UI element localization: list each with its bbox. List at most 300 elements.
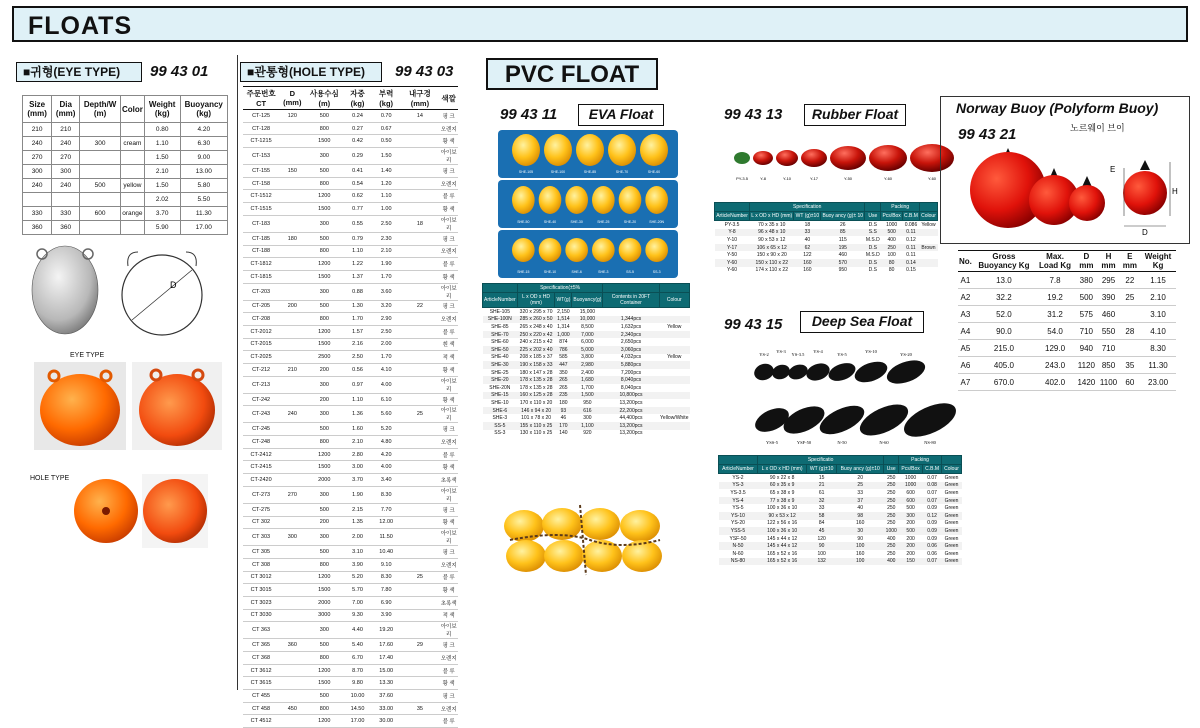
table-cell: 215.0 <box>973 340 1035 357</box>
table-cell: 710 <box>1098 340 1120 357</box>
table-cell: 0.11 <box>902 244 919 252</box>
table-cell: 300 <box>899 512 923 520</box>
table-cell <box>279 546 305 559</box>
table-cell: D.S <box>868 267 877 274</box>
table-cell: 0.79 <box>343 232 372 245</box>
table-cell: 235 <box>555 392 572 400</box>
table-cell: 오렌지 <box>439 702 458 715</box>
table-cell <box>401 245 440 258</box>
table-cell: 1200 <box>305 258 343 271</box>
table-cell: 13.30 <box>372 677 401 690</box>
table-cell: 920 <box>583 430 592 437</box>
table-cell: 18 <box>401 215 440 232</box>
table-cell: 195 <box>821 244 865 252</box>
table-cell: D.S <box>868 221 877 228</box>
table-cell: 52.0 <box>973 306 1035 323</box>
table-cell: 22 <box>1120 272 1141 289</box>
table-cell: 122 <box>803 252 812 259</box>
table-cell: 93 <box>555 407 572 415</box>
table-cell: 250 <box>884 542 899 550</box>
hole-type-row <box>243 596 458 609</box>
table-cell: 2,980 <box>572 361 603 369</box>
table-cell <box>659 316 689 324</box>
table-cell <box>401 677 440 690</box>
hole-type-row <box>243 313 458 326</box>
table-cell: Green <box>942 527 962 535</box>
table-cell: CT-188 <box>243 245 279 258</box>
table-cell: 블 루 <box>439 325 458 338</box>
table-cell: 0.09 <box>927 505 937 512</box>
table-cell: CT 3023 <box>243 596 279 609</box>
table-cell: 200 <box>305 393 343 406</box>
table-cell: 5.80 <box>180 179 227 193</box>
table-cell: 0.14 <box>902 259 919 267</box>
norway-buoy-row <box>958 340 1176 357</box>
table-cell: 1.50 <box>144 179 180 193</box>
table-cell: 핑 크 <box>439 165 458 178</box>
table-cell <box>80 151 121 165</box>
table-cell: A1 <box>958 272 973 289</box>
table-cell: 1500 <box>305 135 343 148</box>
table-cell: Y-17 <box>715 244 750 252</box>
table-cell: 8.30 <box>372 571 401 584</box>
table-cell: 8.70 <box>343 664 372 677</box>
table-cell: CT-275 <box>243 503 279 516</box>
eva-float-row <box>483 399 690 407</box>
eva-float-ball <box>539 238 562 262</box>
rubber-float-row <box>715 259 938 267</box>
hole-type-row <box>243 364 458 377</box>
table-cell: 적 색 <box>439 351 458 364</box>
table-cell: 160 x 125 x 28 <box>517 392 555 400</box>
table-cell: 300 <box>80 137 121 151</box>
table-cell: 146 x 94 x 20 <box>517 407 555 415</box>
rubber-float-row <box>715 244 938 252</box>
table-cell: CT-1215 <box>243 135 279 148</box>
table-cell: 2,150 <box>557 308 570 315</box>
table-cell: Green <box>942 482 962 490</box>
table-cell: SS-3 <box>494 430 506 437</box>
table-cell <box>401 503 440 516</box>
table-cell <box>401 122 440 135</box>
table-cell <box>920 236 938 244</box>
table-cell: 210 <box>279 364 305 377</box>
table-cell: 950 <box>583 399 592 406</box>
table-cell: SHE-100N <box>483 316 518 324</box>
table-cell: 오렌지 <box>439 652 458 665</box>
table-cell: 아이보리 <box>439 376 458 393</box>
table-cell: 5.50 <box>180 193 227 207</box>
column-header: C.B.M <box>923 465 942 474</box>
table-cell: 10,800pcs <box>603 392 659 400</box>
table-cell: 4.80 <box>372 436 401 449</box>
table-cell: CT 3030 <box>243 609 279 622</box>
rubber-float-table <box>714 202 938 274</box>
table-cell: 1120 <box>1075 357 1097 374</box>
table-cell: CT 3015 <box>243 584 279 597</box>
norway-buoy-korean: 노르웨이 브이 <box>1070 123 1125 133</box>
table-cell: CT-153 <box>243 148 279 165</box>
table-cell <box>659 308 689 316</box>
table-cell <box>279 215 305 232</box>
column-header: 사용수심 (m) <box>305 87 343 110</box>
deep-sea-float-table <box>718 455 962 565</box>
table-cell: 1.57 <box>343 325 372 338</box>
table-cell: 0.086 <box>904 221 918 228</box>
table-cell: SHE-20 <box>483 376 518 384</box>
table-cell: 190 x 158 x 33 <box>517 361 555 369</box>
deep-sea-float-row <box>719 550 962 558</box>
column-header: Max. Load Kg <box>1035 251 1075 272</box>
column-header: E mm <box>1120 251 1141 272</box>
table-cell: 208 x 185 x 37 <box>519 354 553 361</box>
deep-sea-float-row <box>719 542 962 550</box>
table-cell: 25 <box>401 406 440 423</box>
table-cell: 1.20 <box>372 177 401 190</box>
table-cell: 400 <box>884 558 899 566</box>
table-cell: 1.40 <box>372 165 401 178</box>
table-cell: 1200 <box>305 190 343 203</box>
deep-sea-photo-label: YS-5 <box>837 352 847 357</box>
table-cell: 786 <box>555 346 572 354</box>
table-cell: 100 <box>837 542 884 550</box>
table-cell: 19.20 <box>372 622 401 639</box>
table-cell: 1,632pcs <box>620 323 642 330</box>
norway-buoy-row <box>958 306 1176 323</box>
table-cell: 2.10 <box>343 436 372 449</box>
table-cell: 210 <box>23 123 52 137</box>
table-cell: 4.10 <box>1140 323 1176 340</box>
eva-float-row <box>483 308 690 316</box>
eva-float-ball <box>576 134 604 166</box>
table-cell <box>401 558 440 571</box>
table-cell: 500 <box>305 300 343 313</box>
table-cell: CT-2025 <box>243 351 279 364</box>
deep-sea-photo-label: YS-3 <box>776 349 786 354</box>
eva-photo-label: SS-3 <box>652 270 661 274</box>
table-cell <box>659 407 689 415</box>
table-cell: 7.8 <box>1035 272 1075 289</box>
hole-type-row <box>243 165 458 178</box>
table-cell <box>120 221 144 235</box>
eva-float-row <box>483 376 690 384</box>
table-cell <box>659 346 689 354</box>
table-cell: 2.15 <box>343 503 372 516</box>
column-header: Contents in 20FT Container <box>603 293 659 308</box>
hole-type-row <box>243 325 458 338</box>
table-cell: 5.70 <box>343 584 372 597</box>
column-header: WT (g)±10 <box>795 213 820 219</box>
table-cell <box>279 190 305 203</box>
norway-buoy-row <box>958 374 1176 391</box>
hole-type-row <box>243 300 458 313</box>
table-cell: 90.0 <box>973 323 1035 340</box>
table-group-header <box>920 203 938 212</box>
table-cell: 30 <box>837 527 884 535</box>
table-cell: CT 3012 <box>243 571 279 584</box>
table-cell: 3.20 <box>372 300 401 313</box>
table-cell: 98 <box>837 512 884 520</box>
table-group-header: Specificatio <box>757 456 883 465</box>
table-cell: Yellow <box>667 354 682 361</box>
table-cell <box>279 474 305 487</box>
eva-float-row <box>483 430 690 438</box>
table-cell <box>659 376 689 384</box>
table-cell: 300 <box>305 529 343 546</box>
table-cell: 황 색 <box>439 393 458 406</box>
table-cell: 240 <box>23 179 52 193</box>
table-cell: 30.00 <box>372 715 401 728</box>
table-cell: 황 색 <box>439 364 458 377</box>
table-cell: 100 x 36 x 10 <box>767 505 798 512</box>
table-cell <box>401 423 440 436</box>
table-cell: 200 <box>899 542 923 550</box>
table-cell: CT-2012 <box>243 325 279 338</box>
table-cell: 106 x 65 x 12 <box>750 244 794 252</box>
table-cell: 0.07 <box>927 474 937 481</box>
table-cell <box>401 609 440 622</box>
table-cell <box>279 596 305 609</box>
rubber-float-row <box>715 221 938 229</box>
table-cell: 2.50 <box>372 325 401 338</box>
table-cell: 9.10 <box>372 558 401 571</box>
table-cell: A6 <box>958 357 973 374</box>
table-cell: 330 <box>52 207 80 221</box>
table-cell: 265 x 248 x 40 <box>519 323 553 330</box>
table-cell <box>279 393 305 406</box>
table-cell: CT-203 <box>243 283 279 300</box>
hole-type-row <box>243 122 458 135</box>
table-cell <box>120 151 144 165</box>
table-cell: 0.62 <box>343 190 372 203</box>
table-cell: 270 <box>52 151 80 165</box>
hole-type-row <box>243 423 458 436</box>
deep-sea-float-row <box>719 520 962 528</box>
table-cell: 90 x 53 x 12 <box>758 236 786 243</box>
table-cell: 100 <box>887 252 896 259</box>
table-cell: 3.10 <box>1140 306 1176 323</box>
table-cell: 300 <box>305 215 343 232</box>
table-cell: CT-2420 <box>243 474 279 487</box>
table-cell: 5.20 <box>343 571 372 584</box>
rubber-photo-label: PY-3.5 <box>736 176 748 181</box>
column-header: Size (mm) <box>23 96 52 123</box>
table-cell <box>401 516 440 529</box>
table-cell: CT-155 <box>243 165 279 178</box>
table-cell: 17.40 <box>372 652 401 665</box>
table-cell: 29 <box>401 639 440 652</box>
table-cell: 황 색 <box>439 461 458 474</box>
table-cell: 아이보리 <box>439 406 458 423</box>
hole-type-table <box>243 86 458 728</box>
table-cell: SHE-50 <box>483 346 518 354</box>
table-cell: 710 <box>1075 323 1097 340</box>
deep-sea-photo-label: YS-10 <box>865 349 877 354</box>
table-cell: 2.50 <box>372 215 401 232</box>
column-header: ArticleNumber <box>483 293 518 308</box>
table-cell: 0.27 <box>343 122 372 135</box>
table-cell: 7.00 <box>343 596 372 609</box>
table-cell <box>279 245 305 258</box>
table-cell: 10.00 <box>343 690 372 703</box>
table-cell <box>603 308 659 316</box>
hole-type-row <box>243 376 458 393</box>
table-cell: 1.10 <box>372 190 401 203</box>
rubber-float-ball <box>753 151 773 165</box>
eye-type-row <box>23 151 228 165</box>
table-cell: 31.2 <box>1035 306 1075 323</box>
table-cell <box>279 503 305 516</box>
table-cell: 2.10 <box>1140 289 1176 306</box>
table-cell: 4.20 <box>372 448 401 461</box>
table-cell: 500 <box>305 232 343 245</box>
hole-type-row <box>243 393 458 406</box>
deep-sea-float-row <box>719 558 962 566</box>
table-cell <box>401 448 440 461</box>
table-cell <box>401 652 440 665</box>
table-cell: YS-3 <box>719 482 758 490</box>
table-cell: SHE-3 <box>492 415 508 422</box>
table-cell <box>52 193 80 207</box>
table-cell: 블 루 <box>439 664 458 677</box>
table-cell: 10,000 <box>572 316 603 324</box>
table-cell: 1.10 <box>343 245 372 258</box>
table-cell: 616 <box>572 407 603 415</box>
page-title: FLOATS <box>28 12 133 40</box>
table-cell <box>659 361 689 369</box>
table-cell: 1200 <box>305 571 343 584</box>
table-cell: 2,650pcs <box>620 339 642 346</box>
deep-sea-float-row <box>719 489 962 497</box>
table-cell: 500 <box>305 690 343 703</box>
table-cell: 0.15 <box>906 267 916 274</box>
table-cell: 500 <box>906 505 915 512</box>
table-cell: 1500 <box>305 584 343 597</box>
table-cell: 2.00 <box>343 529 372 546</box>
table-cell <box>920 229 938 237</box>
hole-type-row <box>243 664 458 677</box>
table-cell: CT-128 <box>243 122 279 135</box>
table-cell: 2500 <box>305 351 343 364</box>
table-cell: M.S.D <box>865 252 880 259</box>
table-cell <box>659 430 689 438</box>
table-cell: CT 365 <box>243 639 279 652</box>
table-cell: A7 <box>958 374 973 391</box>
column-header: Color <box>120 96 144 123</box>
eye-type-row <box>23 179 228 193</box>
hole-type-row <box>243 702 458 715</box>
table-cell: 2.90 <box>372 313 401 326</box>
eva-float-ball <box>619 238 642 262</box>
table-cell: Y-60 <box>726 267 738 274</box>
hole-type-row <box>243 135 458 148</box>
table-cell: 0.07 <box>923 558 942 566</box>
table-cell: 14.50 <box>343 702 372 715</box>
table-cell: YSS-5 <box>719 527 758 535</box>
table-cell: Green <box>944 474 959 481</box>
table-cell: 240 x 215 x 42 <box>519 339 553 346</box>
table-cell <box>920 267 938 275</box>
rubber-float-row <box>715 229 938 237</box>
eva-float-row <box>483 422 690 430</box>
table-cell <box>401 596 440 609</box>
table-cell: YS-2 <box>732 474 744 481</box>
rubber-photo-label: Y-60 <box>883 176 893 181</box>
column-header: Colour <box>921 213 936 219</box>
table-cell <box>120 165 144 179</box>
table-cell: 160 <box>794 259 821 267</box>
rubber-photo-label: Y-17 <box>809 176 819 181</box>
table-cell: 33 <box>794 229 821 237</box>
table-cell: 아이보리 <box>439 486 458 503</box>
table-cell: 800 <box>305 436 343 449</box>
hole-type-row <box>243 486 458 503</box>
pvc-float-heading: PVC FLOAT <box>486 58 658 90</box>
table-cell: 240 <box>52 179 80 193</box>
hole-type-row <box>243 690 458 703</box>
table-cell: 7.80 <box>372 584 401 597</box>
eye-type-table <box>22 95 228 235</box>
table-cell: 330 <box>23 207 52 221</box>
table-cell: CT-212 <box>243 364 279 377</box>
table-cell: 250 <box>887 520 896 527</box>
column-header: 부력 (kg) <box>372 87 401 110</box>
table-cell: 120 <box>817 535 826 542</box>
table-cell: 150 x 90 x 20 <box>756 252 787 259</box>
deep-sea-float-row <box>719 512 962 520</box>
table-cell: 360 <box>52 221 80 235</box>
table-cell: 145 x 44 x 12 <box>757 542 806 550</box>
table-cell: 80 <box>888 267 895 274</box>
table-cell: 402.0 <box>1035 374 1075 391</box>
table-cell: CT 3612 <box>243 664 279 677</box>
table-cell: YS-3.5 <box>730 489 746 496</box>
table-cell: YSF-50 <box>729 535 747 542</box>
table-cell: CT-242 <box>243 393 279 406</box>
rubber-photo-label: Y-50 <box>843 176 853 181</box>
deep-sea-float-row <box>719 474 962 482</box>
table-cell: 0.70 <box>372 110 401 123</box>
deep-sea-float-code: 99 43 15 <box>724 316 783 333</box>
column-header: 주문번호 CT <box>243 87 279 110</box>
table-cell: 132 <box>807 558 837 566</box>
table-cell: 1.70 <box>372 351 401 364</box>
table-cell: CT-2015 <box>243 338 279 351</box>
rubber-float-ball <box>776 150 798 166</box>
hole-type-code: 99 43 03 <box>395 63 454 80</box>
table-cell: 0.97 <box>343 376 372 393</box>
table-cell: 500 <box>305 639 343 652</box>
table-cell: CT-243 <box>243 406 279 423</box>
table-cell <box>1120 340 1141 357</box>
table-cell: 1.00 <box>372 203 401 216</box>
table-cell <box>279 376 305 393</box>
table-cell: 160 <box>803 267 812 274</box>
table-cell: 8,040pcs <box>620 384 642 391</box>
eva-float-row <box>483 338 690 346</box>
table-cell: 1,314 <box>557 323 570 330</box>
eva-float-ball <box>645 186 668 214</box>
table-cell: 블 루 <box>439 715 458 728</box>
table-group-header <box>483 284 518 293</box>
dimension-label: D <box>170 280 177 290</box>
table-cell: 500 <box>899 527 923 535</box>
table-cell: 585 <box>559 354 568 361</box>
eva-float-code: 99 43 11 <box>500 106 558 123</box>
table-cell: 6.70 <box>343 652 372 665</box>
table-cell: A3 <box>958 306 973 323</box>
eye-type-heading: ■귀형(EYE TYPE) <box>16 62 142 82</box>
